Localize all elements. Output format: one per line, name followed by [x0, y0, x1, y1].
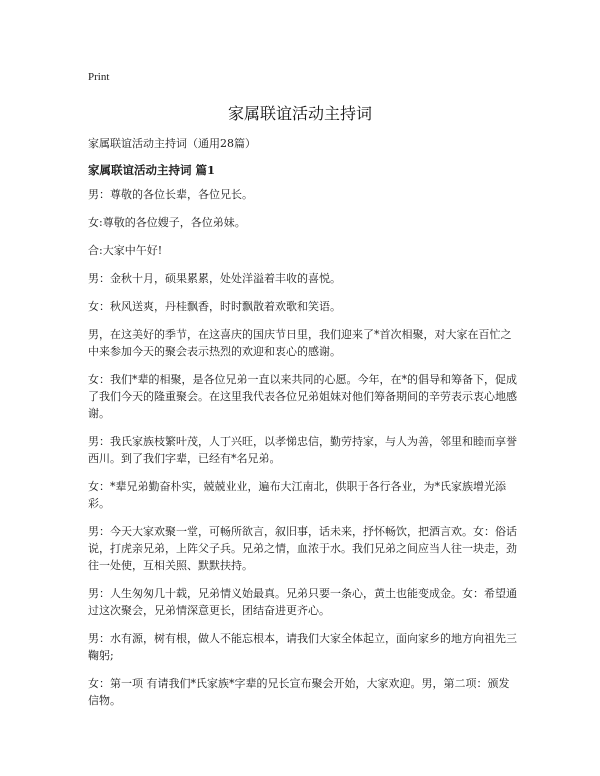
paragraph: 女：我们*辈的相聚，是各位兄弟一直以来共同的心愿。今年，在*的倡导和筹备下，促成了我们今天的隆重聚会。在这里我代表各位兄弟姐妹对他们筹备期间的辛劳表示衷心地感谢。 — [88, 373, 517, 420]
paragraph: 男：我氏家族枝繁叶茂，人丁兴旺，以孝悌忠信，勤劳持家，与人为善，邻里和睦而享誉西川。到了我们字辈，已经有*名兄弟。 — [88, 435, 517, 465]
paragraph: 女：秋风送爽，丹桂飘香，时时飘散着欢歌和笑语。 — [88, 300, 341, 313]
paragraph: 男，在这美好的季节，在这喜庆的国庆节日里，我们迎来了*首次相聚，对大家在百忙之中来参加今天的聚会表示热烈的欢迎和衷心的感谢。 — [88, 328, 512, 358]
paragraph: 男：人生匆匆几十载，兄弟情义始最真。兄弟只要一条心，黄土也能变成金。女：希望通过这次聚会，兄弟情深意更长，团结奋进更齐心。 — [88, 587, 517, 617]
paragraph: 女:尊敬的各位嫂子，各位弟妹。 — [88, 216, 246, 229]
section-heading: 家属联谊活动主持词 篇1 — [88, 163, 216, 177]
document-subtitle: 家属联谊活动主持词（通用28篇） — [88, 137, 256, 150]
paragraph: 男：金秋十月，硕果累累，处处洋溢着丰收的喜悦。 — [88, 272, 341, 285]
paragraph: 女：第一项 有请我们*氏家族*字辈的兄长宣布聚会开始，大家欢迎。男，第二项：颁发信物。 — [88, 677, 510, 707]
paragraph: 男：尊敬的各位长辈，各位兄长。 — [88, 188, 253, 201]
paragraph: 男：水有源，树有根，做人不能忘根本，请我们大家全体起立，面向家乡的地方向祖先三鞠躬; — [88, 632, 517, 662]
page-title: 家属联谊活动主持词 — [227, 104, 372, 123]
paragraph: 女：*辈兄弟勤奋朴实，兢兢业业，遍布大江南北，供职于各行各业，为*氏家族增光添彩。 — [88, 480, 506, 510]
paragraph: 合:大家中午好! — [88, 244, 163, 257]
document-body — [88, 186, 520, 720]
paragraph: 男：今天大家欢聚一堂，可畅所欲言，叙旧事，话未来，抒怀畅饮，把酒言欢。女：俗话说，打虎亲兄弟，上阵父子兵。兄弟之情，血浓于水。我们兄弟之间应当人往一块走，劲往一处使，互相关照、默默扶持。 — [88, 525, 517, 572]
print-link[interactable]: Print — [88, 71, 110, 83]
